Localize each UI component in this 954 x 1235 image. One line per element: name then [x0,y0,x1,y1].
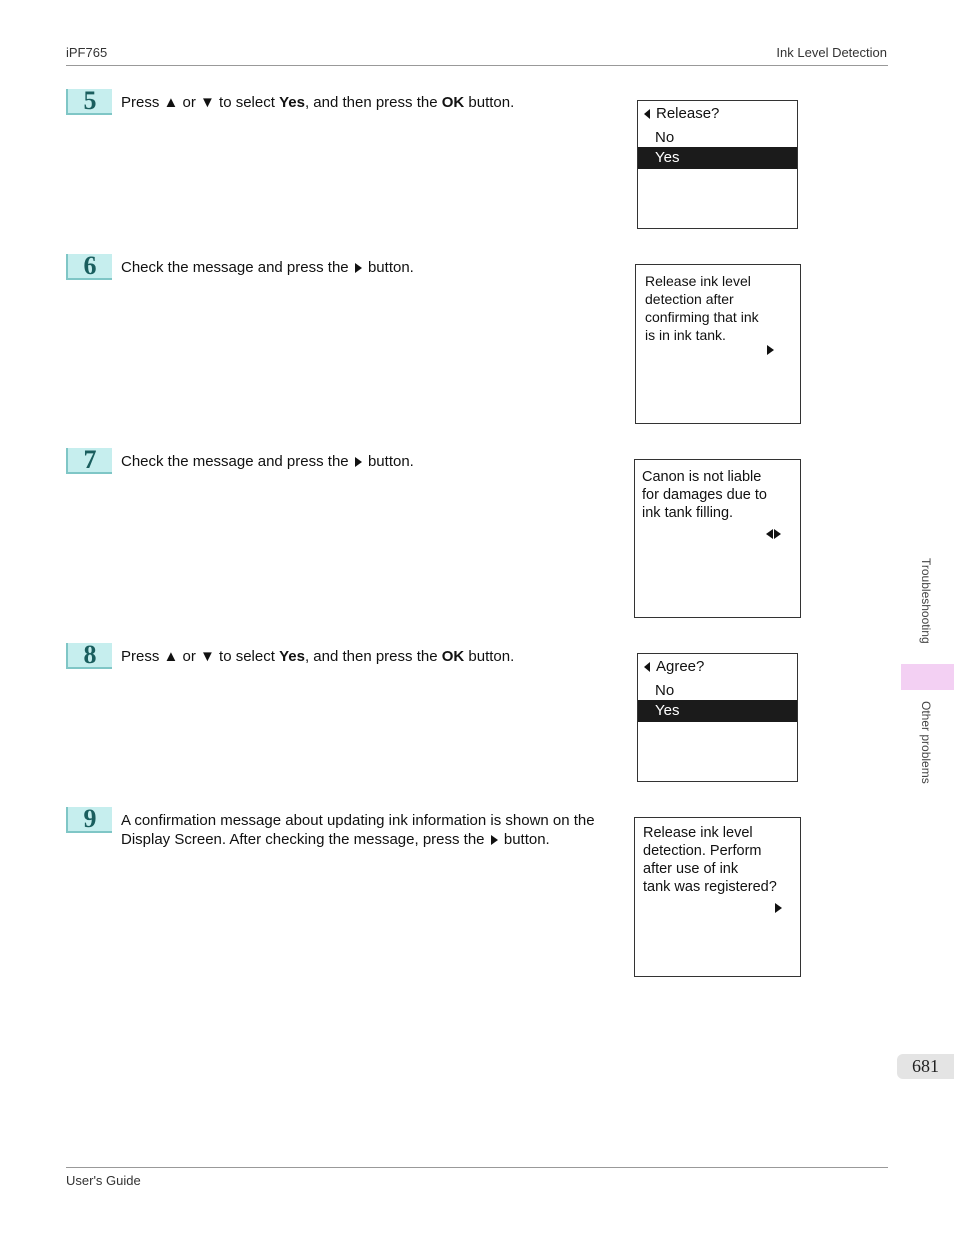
step-number-9: 9 [66,807,112,833]
step-9-instruction: A confirmation message about updating ink information is shown on the Display Screen. After checking the message, press the button. [121,812,595,848]
display-screen-release-message [635,264,801,424]
right-arrow-icon [774,529,781,539]
step-6-instruction: Check the message and press the button. [121,259,414,276]
display-screen-update-message [634,817,801,977]
left-arrow-icon [766,529,773,539]
header-rule [66,65,888,66]
right-arrow-icon [775,903,782,913]
step-8-instruction: Press ▲ or ▼ to select Yes, and then press the OK button. [121,648,515,665]
header-section-title: Ink Level Detection [776,45,887,60]
screen-message: Release ink level detection. Perform after use of ink tank was registered? [643,825,777,895]
display-screen-liability-message [634,459,801,618]
side-tab-troubleshooting[interactable]: Troubleshooting [919,558,933,644]
left-arrow-icon [644,662,650,672]
right-arrow-icon [355,457,362,467]
screen-message: Release ink level detection after confirming that ink is in ink tank. [645,273,759,343]
step-5-instruction: Press ▲ or ▼ to select Yes, and then press the OK button. [121,94,515,111]
right-arrow-icon [491,835,498,845]
right-arrow-icon [767,345,774,355]
screen-option-yes-selected: Yes [638,147,797,169]
screen-question: Agree? [656,658,705,675]
right-arrow-icon [355,263,362,273]
screen-option-no: No [655,129,675,146]
side-tab-marker [901,664,954,690]
step-number-7: 7 [66,448,112,474]
footer-text: User's Guide [66,1173,141,1188]
screen-option-no: No [655,682,675,699]
side-tab-other-problems[interactable]: Other problems [919,701,933,784]
screen-message: Canon is not liable for damages due to ink tank filling. [642,469,767,521]
display-screen-release [637,100,798,229]
header-model: iPF765 [66,45,108,60]
left-arrow-icon [644,109,650,119]
step-number-6: 6 [66,254,112,280]
step-number-8: 8 [66,643,112,669]
step-number-5: 5 [66,89,112,115]
display-screen-agree [637,653,798,782]
step-7-instruction: Check the message and press the button. [121,453,414,470]
screen-option-yes-selected: Yes [638,700,797,722]
footer-rule [66,1167,888,1168]
screen-question: Release? [656,105,720,122]
page-number: 681 [897,1054,954,1079]
